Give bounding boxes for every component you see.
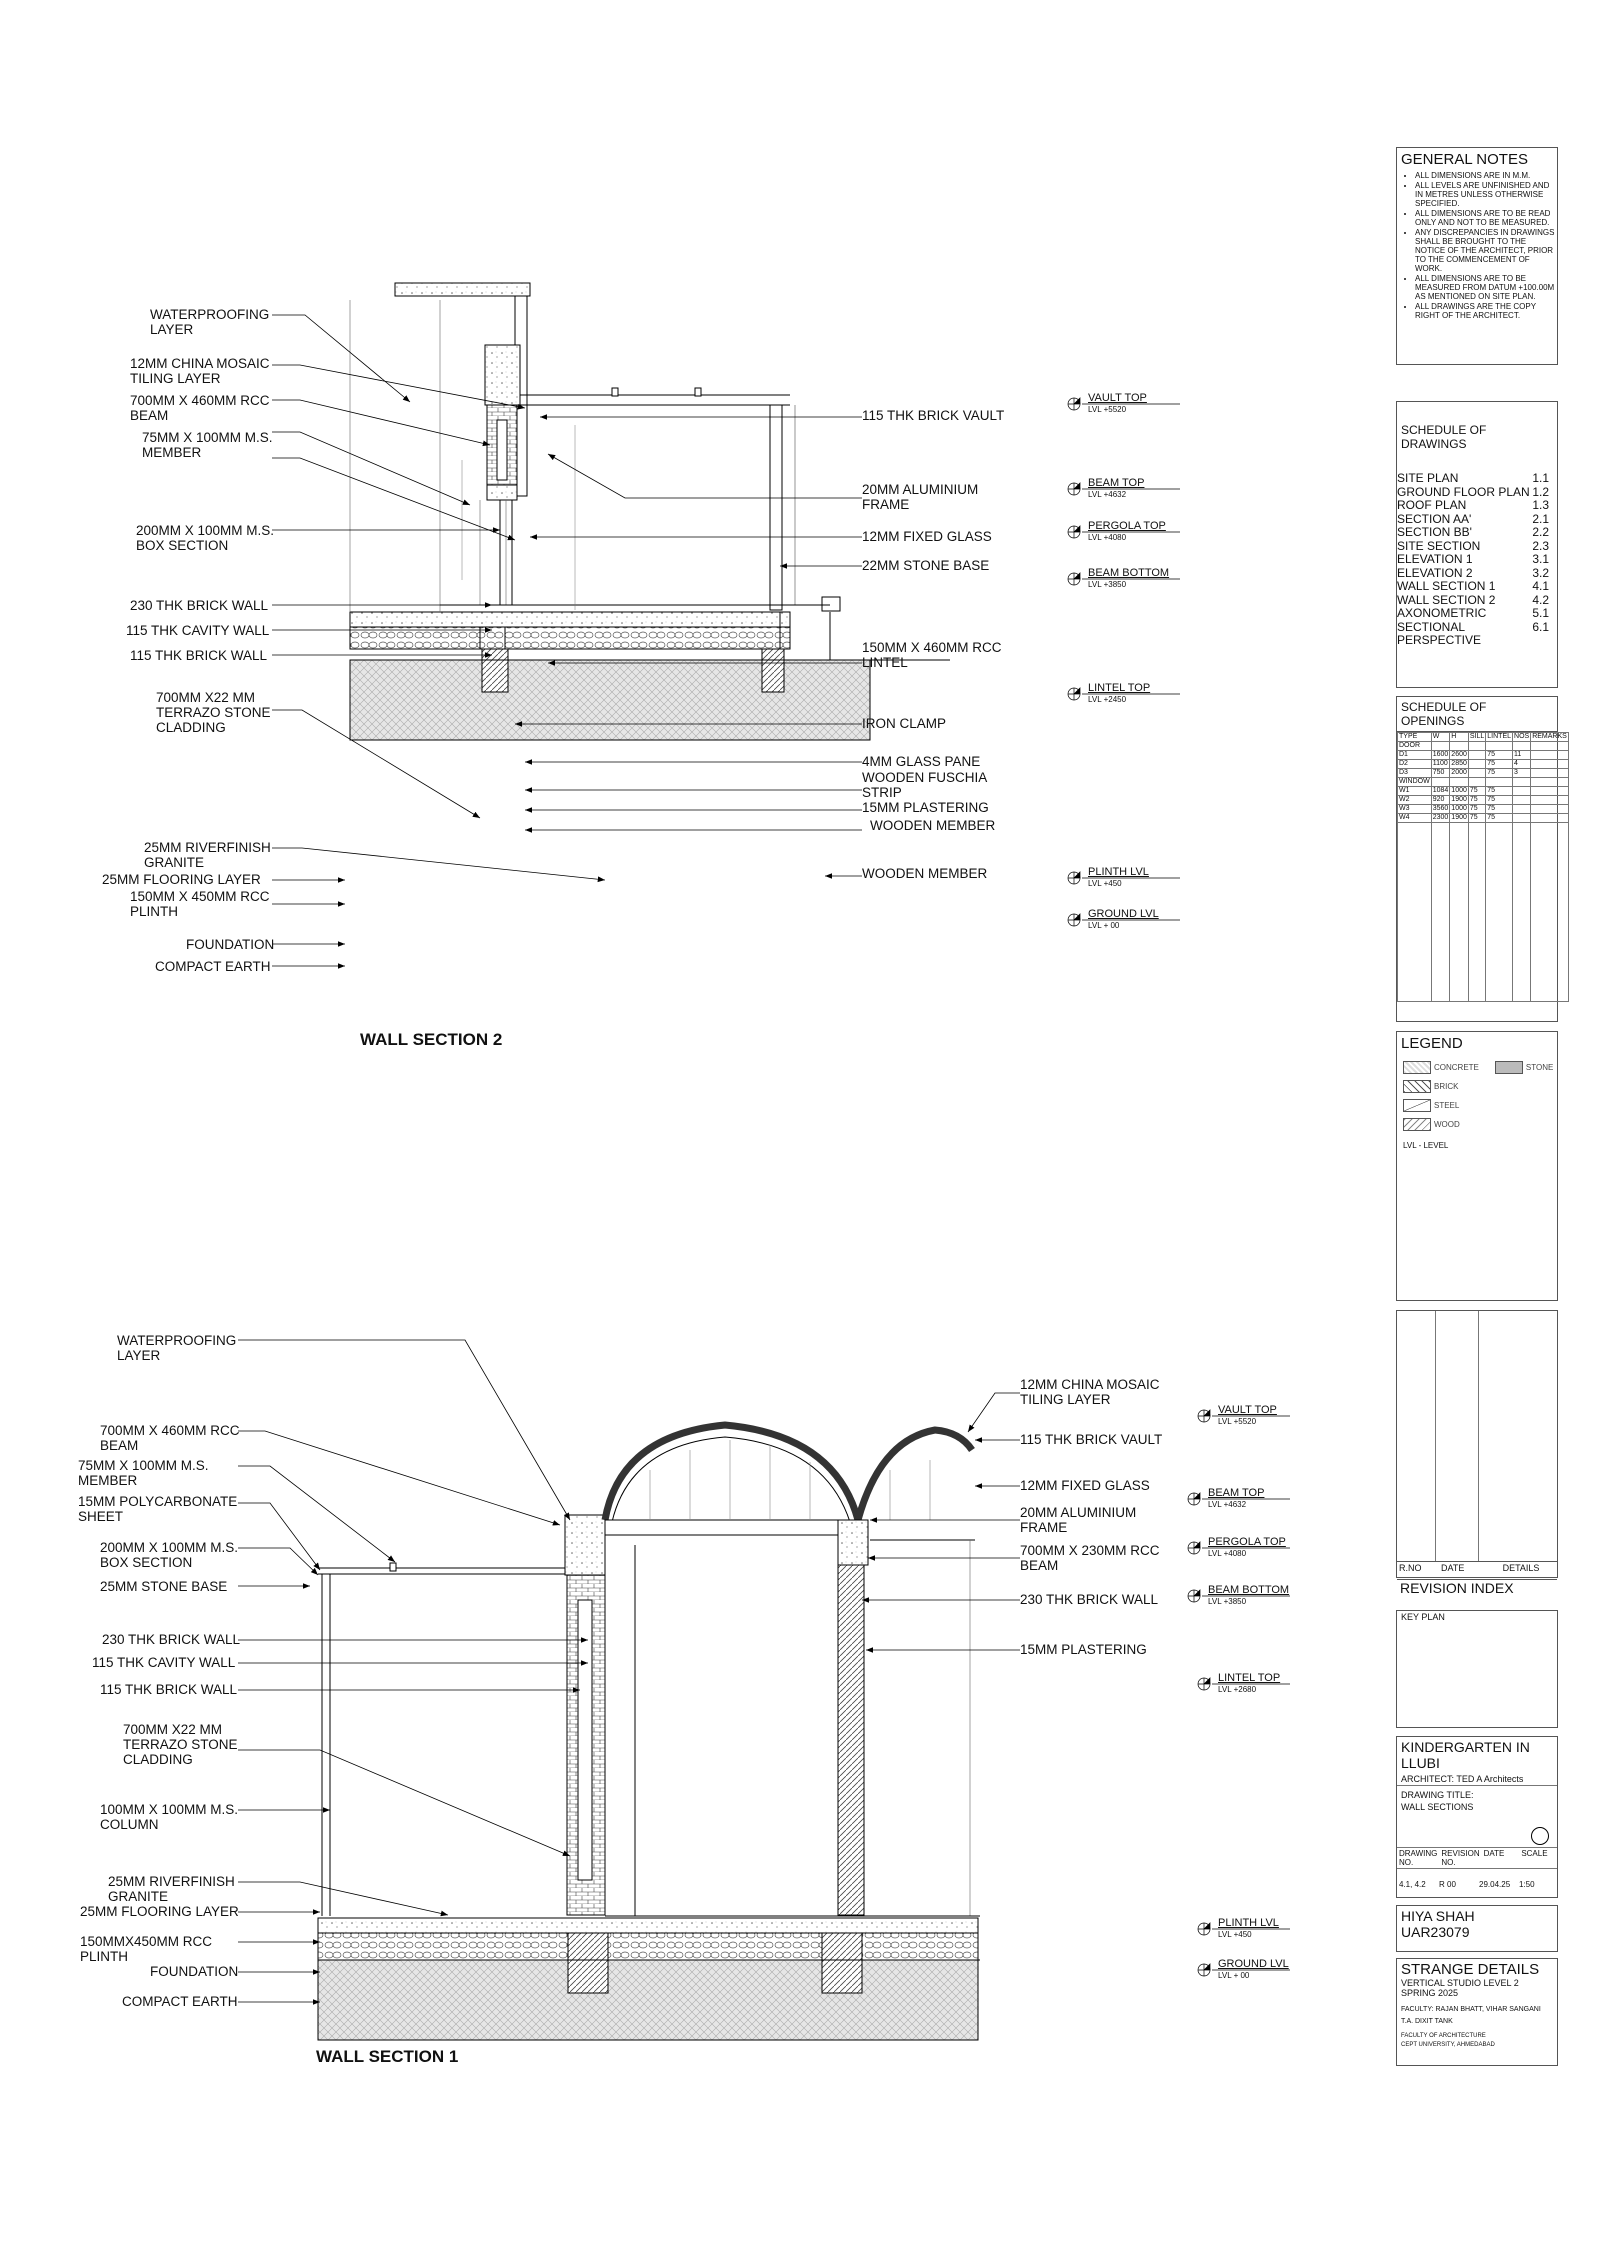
project-meta-value-4: 1:50 [1519,1879,1535,1889]
revision-header-1: R.NO [1399,1563,1422,1573]
section-1-left-label-5: 200MM X 100MM M.S. BOX SECTION [100,1540,239,1570]
revision-grid [1397,1311,1557,1561]
schedule-opening-cell: 2300 [1432,814,1449,821]
project-meta-header-1: DRAWING NO. [1399,1849,1438,1867]
schedule-drawing-name: SECTION BB' [1397,525,1472,539]
schedule-opening-cell [1531,751,1569,760]
schedule-opening-cell: 1000 [1451,805,1467,812]
schedule-drawing-row [1397,580,1557,594]
section-1-level-name: GROUND LVL [1218,1958,1289,1970]
schedule-opening-cell [1513,814,1531,823]
section-1-right-label-1: 12MM CHINA MOSAIC TILING LAYER [1020,1377,1160,1407]
schedule-opening-cell [1531,805,1569,814]
wall-section-1-graphic [318,1425,980,2040]
schedule-opening-cell: 75 [1468,805,1485,814]
project-meta-value-2: R 00 [1439,1879,1456,1889]
studio-school: FACULTY OF ARCHITECTURE [1401,2033,1486,2039]
section-1-left-label-16: COMPACT EARTH [122,1994,238,2009]
schedule-opening-cell [1513,823,1531,1002]
section-1-left-label-3: 75MM X 100MM M.S. MEMBER [78,1458,209,1488]
schedule-opening-cell: 2850 [1451,760,1467,767]
schedule-drawing-number: 5.1 [1532,606,1549,620]
schedule-drawings-title: SCHEDULE OF DRAWINGS [1401,423,1487,451]
section-1-right-label-6: 230 THK BRICK WALL [1020,1592,1159,1607]
schedule-opening-cell: W [1431,733,1450,742]
section-1-level-7 [1218,1958,1289,1982]
schedule-drawing-number: 4.1 [1532,579,1549,593]
section-1-left-label-12: 25MM RIVERFINISH GRANITE [108,1874,235,1904]
general-note-2: • ALL LEVELS ARE UNFINISHED AND IN METRES UNLESS OTHERWISE SPECIFIED. [1415,181,1557,208]
schedule-opening-cell [1531,823,1569,1002]
legend-title: LEGEND [1401,1035,1463,1052]
schedule-opening-cell [1513,778,1531,787]
section-1-level-value: LVL +3850 [1208,1597,1247,1606]
studio-title: STRANGE DETAILS [1401,1961,1540,1978]
schedule-opening-cell: 750 [1431,769,1450,778]
section-2-right-label-9: 15MM PLASTERING [862,800,989,815]
schedule-opening-cell [1431,742,1450,751]
schedule-opening-cell: W4 [1398,814,1432,823]
general-note-3: • ALL DIMENSIONS ARE TO BE READ ONLY AND NOT TO BE MEASURED. [1415,209,1557,227]
key-plan-title: KEY PLAN [1401,1612,1445,1622]
schedule-opening-cell: 2000 [1451,769,1467,776]
studio-university: CEPT UNIVERSITY, AHMEDABAD [1401,2042,1495,2048]
schedule-opening-cell: 75 [1486,760,1513,769]
schedule-opening-cell: SILL [1469,733,1485,740]
schedule-openings-title: SCHEDULE OF OPENINGS [1397,697,1557,732]
student-panel [1396,1905,1558,1952]
section-2-level-value: LVL +4080 [1088,533,1127,542]
section-2-left-label-11: 25MM FLOORING LAYER [102,872,261,887]
schedule-opening-cell: WINDOW [1399,778,1430,785]
general-note-5: • ALL DIMENSIONS ARE TO BE MEASURED FROM DATUM +100.00M AS MENTIONED ON SITE PLAN. [1415,274,1557,301]
schedule-drawing-name: GROUND FLOOR PLAN [1397,484,1530,499]
schedule-opening-cell [1450,742,1469,751]
studio-ta: T.A. DIXIT TANK [1401,2018,1453,2025]
section-1-level-value: LVL +450 [1218,1930,1252,1939]
schedule-drawing-row [1397,513,1557,527]
schedule-opening-cell: 75 [1468,787,1485,796]
schedule-opening-cell: NOS [1514,733,1530,740]
section-2-right-label-6: IRON CLAMP [862,716,947,731]
schedule-opening-cell [1531,769,1569,778]
legend-abbreviation: LVL - LEVEL [1403,1141,1449,1150]
schedule-opening-cell [1468,823,1485,1002]
legend-item-label: CONCRETE [1434,1063,1479,1072]
schedule-openings-door-row [1398,760,1569,769]
schedule-opening-cell: D2 [1398,760,1432,769]
schedule-opening-cell: LINTEL [1487,733,1512,740]
legend-items [1397,1055,1557,1131]
section-1-right-label-4: 20MM ALUMINIUM FRAME [1020,1505,1137,1535]
schedule-opening-cell [1450,823,1469,1002]
stone-swatch-icon [1495,1061,1523,1074]
schedule-opening-cell: W1 [1398,787,1432,796]
section-1-right-label-5: 700MM X 230MM RCC BEAM [1020,1543,1160,1573]
schedule-opening-cell [1398,823,1432,1002]
section-2-left-label-13: FOUNDATION [186,937,275,952]
schedule-opening-cell: D1 [1398,751,1432,760]
schedule-opening-cell: 4 [1513,760,1531,769]
section-2-left-label-7: 115 THK CAVITY WALL [126,623,270,638]
student-name: HIYA SHAH [1401,1908,1475,1924]
section-2-right-label-5: 150MM X 460MM RCC LINTEL [862,640,1002,670]
section-1-left-label-7: 230 THK BRICK WALL [102,1632,241,1647]
brick-swatch-icon [1403,1080,1431,1093]
section-2-level-2 [1088,477,1144,501]
section-2-level-name: LINTEL TOP [1088,682,1151,694]
student-id: UAR23079 [1401,1924,1470,1940]
schedule-opening-cell: 1600 [1432,751,1449,758]
section-1-level-3 [1208,1536,1286,1560]
schedule-opening-cell [1531,814,1569,823]
schedule-opening-cell: 3 [1513,769,1531,778]
section-1-level-4 [1208,1584,1289,1608]
schedule-opening-cell: 75 [1486,751,1513,760]
wall-section-1-title: WALL SECTION 1 [316,2047,459,2066]
schedule-opening-cell: 75 [1468,796,1485,805]
section-1-left-label-11: 100MM X 100MM M.S. COLUMN [100,1802,239,1832]
section-2-right-label-1: 115 THK BRICK VAULT [862,408,1005,423]
studio-panel [1396,1958,1558,2066]
schedule-opening-cell [1468,778,1485,787]
section-2-level-6 [1088,866,1149,890]
legend-item-wood [1403,1118,1557,1131]
section-2-left-label-5: 200MM X 100MM M.S. BOX SECTION [136,523,275,553]
schedule-opening-cell: 75 [1468,814,1485,823]
schedule-opening-cell: D3 [1398,769,1432,778]
schedule-drawing-row [1397,594,1557,608]
section-1-level-value: LVL +4080 [1208,1549,1247,1558]
schedule-opening-cell: 1000 [1451,787,1467,794]
section-1-right-label-3: 12MM FIXED GLASS [1020,1478,1150,1493]
legend-item-concrete [1403,1061,1479,1074]
section-2-level-1 [1088,392,1147,416]
section-2-left-label-4: 75MM X 100MM M.S. MEMBER [142,430,273,460]
schedule-drawing-name: SITE SECTION [1397,538,1481,553]
section-1-level-name: LINTEL TOP [1218,1672,1281,1684]
schedule-opening-cell: W3 [1398,805,1432,814]
section-1-right-label-7: 15MM PLASTERING [1020,1642,1147,1657]
schedule-drawing-number: 2.2 [1532,525,1549,539]
level-markers [1068,398,1290,1976]
section-1-level-value: LVL +5520 [1218,1417,1257,1426]
section-2-level-name: BEAM TOP [1088,477,1145,489]
schedule-opening-cell: 75 [1486,796,1513,805]
schedule-openings-window-row [1398,796,1569,805]
section-1-level-name: BEAM TOP [1208,1487,1265,1499]
schedule-openings-door-label-row [1398,742,1569,751]
section-1-level-name: VAULT TOP [1218,1404,1277,1416]
general-note-1: • ALL DIMENSIONS ARE IN M.M. [1415,171,1557,180]
drawing-title: WALL SECTIONS [1401,1802,1474,1812]
section-2-right-label-7: 4MM GLASS PANE [862,754,981,769]
section-2-left-label-12: 150MM X 450MM RCC PLINTH [130,889,270,919]
schedule-opening-cell: REMARKS [1532,733,1567,740]
project-name: KINDERGARTEN IN LLUBI [1401,1739,1530,1771]
schedule-opening-cell: 2600 [1451,751,1467,758]
schedule-drawing-number: 3.2 [1532,565,1549,580]
section-1-left-label-9: 115 THK BRICK WALL [100,1682,238,1697]
section-2-left-label-1: WATERPROOFING LAYER [150,307,270,337]
legend-item-label: STEEL [1434,1101,1460,1110]
schedule-drawings-list [1397,472,1557,648]
general-notes-title: GENERAL NOTES [1401,151,1528,168]
wall-section-1-leaders [238,1340,1020,2002]
general-note-6: • ALL DRAWINGS ARE THE COPY RIGHT OF THE ARCHITECT. [1415,302,1557,320]
schedule-openings-window-row [1398,787,1569,796]
section-1-level-value: LVL +2680 [1218,1685,1257,1694]
schedule-opening-cell: 1900 [1451,796,1467,803]
legend-item-stone [1495,1061,1553,1074]
section-2-left-label-2: 12MM CHINA MOSAIC TILING LAYER [130,356,270,386]
section-2-right-label-4: 22MM STONE BASE [862,558,990,573]
schedule-opening-cell [1486,742,1513,751]
key-plan-panel [1396,1610,1558,1728]
section-2-left-label-8: 115 THK BRICK WALL [130,648,268,663]
revision-panel [1396,1310,1558,1596]
section-2-level-value: LVL +2450 [1088,695,1127,704]
schedule-drawing-row [1397,567,1557,581]
schedule-drawing-name: ROOF PLAN [1397,498,1467,512]
schedule-opening-cell [1431,823,1450,1002]
section-2-left-label-9: 700MM X22 MM TERRAZO STONE CLADDING [156,690,271,735]
schedule-drawing-row [1397,607,1557,621]
section-1-level-value: LVL + 00 [1218,1971,1250,1980]
schedule-drawing-name: SITE PLAN [1397,471,1459,485]
section-2-right-label-3: 12MM FIXED GLASS [862,529,992,544]
schedule-drawing-row [1397,499,1557,513]
wood-swatch-icon [1403,1118,1431,1131]
project-meta-headers [1397,1848,1557,1869]
section-2-left-label-14: COMPACT EARTH [155,959,271,974]
schedule-drawing-row [1397,472,1557,486]
schedule-drawing-name: ELEVATION 1 [1397,552,1473,566]
schedule-opening-cell: 1900 [1451,814,1467,821]
section-1-left-label-1: WATERPROOFING LAYER [117,1333,237,1363]
schedule-opening-cell [1513,805,1531,814]
schedule-drawing-name: SECTIONAL PERSPECTIVE [1397,619,1482,647]
section-2-right-label-8: WOODEN FUSCHIA STRIP [862,770,988,800]
project-meta-value-3: 29.04.25 [1479,1879,1511,1889]
section-2-left-label-6: 230 THK BRICK WALL [130,598,269,613]
section-1-level-value: LVL +4632 [1208,1500,1247,1509]
schedule-opening-cell [1468,742,1485,751]
schedule-opening-cell [1468,769,1485,778]
section-1-left-label-13: 25MM FLOORING LAYER [80,1904,239,1919]
schedule-opening-cell [1450,778,1469,787]
schedule-drawing-name: WALL SECTION 2 [1397,592,1496,607]
section-1-left-label-14: 150MMX450MM RCC PLINTH [80,1934,213,1964]
schedule-drawing-name: WALL SECTION 1 [1397,579,1496,593]
legend-item-steel [1403,1099,1557,1112]
section-2-level-name: PLINTH LVL [1088,866,1149,878]
schedule-drawing-name: SECTION AA' [1397,511,1472,526]
schedule-opening-cell: 11 [1513,751,1531,760]
schedule-opening-cell [1531,760,1569,769]
scale-bar-area [1397,1813,1557,1848]
schedule-drawing-number: 2.1 [1532,511,1549,526]
schedule-drawing-row [1397,553,1557,567]
schedule-opening-cell: 75 [1486,814,1513,823]
project-meta-value-1: 4.1, 4.2 [1399,1879,1426,1889]
section-1-left-label-4: 15MM POLYCARBONATE SHEET [78,1494,238,1524]
schedule-opening-cell: H [1450,733,1469,742]
legend-item-label: WOOD [1434,1120,1460,1129]
schedule-opening-cell [1486,823,1513,1002]
section-2-level-value: LVL +4632 [1088,490,1127,499]
section-1-left-label-15: FOUNDATION [150,1964,239,1979]
section-1-level-name: BEAM BOTTOM [1208,1584,1290,1596]
section-1-left-label-6: 25MM STONE BASE [100,1579,228,1594]
section-1-level-name: PERGOLA TOP [1208,1536,1286,1548]
project-meta-header-4: SCALE [1521,1849,1548,1858]
section-2-level-value: LVL +5520 [1088,405,1127,414]
concrete-swatch-icon [1403,1061,1431,1074]
legend-item-label: STONE [1525,1063,1554,1072]
section-1-left-label-2: 700MM X 460MM RCC BEAM [100,1423,240,1453]
schedule-opening-cell: DOOR [1398,742,1432,751]
revision-header-3: DETAILS [1502,1563,1540,1573]
schedule-drawing-name: AXONOMETRIC [1397,606,1487,620]
legend-item-label: BRICK [1434,1082,1459,1091]
legend-item-brick [1403,1080,1557,1093]
studio-term: SPRING 2025 [1401,1988,1459,1998]
revision-headers [1397,1561,1557,1574]
schedule-opening-cell [1531,796,1569,805]
schedule-opening-cell: 75 [1486,769,1513,778]
project-meta-header-3: DATE [1483,1849,1505,1858]
section-2-right-label-11: WOODEN MEMBER [862,866,988,881]
section-1-level-5 [1218,1672,1280,1696]
schedule-opening-cell: 920 [1431,796,1450,805]
schedule-drawing-row [1397,486,1557,500]
schedule-openings-blank-row [1398,823,1569,1002]
schedule-drawing-number: 3.1 [1532,552,1549,566]
schedule-drawing-row [1397,540,1557,554]
section-1-left-label-8: 115 THK CAVITY WALL [92,1655,236,1670]
steel-swatch-icon [1403,1099,1431,1112]
project-architect: ARCHITECT: TED A Architects [1397,1773,1557,1786]
schedule-drawing-number: 1.1 [1532,471,1549,485]
general-note-4: • ANY DISCREPANCIES IN DRAWINGS SHALL BE BROUGHT TO THE NOTICE OF THE ARCHITECT, PRIOR TO THE COMMENCEMENT OF WORK. [1415,228,1557,273]
section-2-left-label-3: 700MM X 460MM RCC BEAM [130,393,270,423]
schedule-openings-door-row [1398,751,1569,760]
section-2-level-name: GROUND LVL [1088,908,1159,920]
schedule-drawing-number: 1.3 [1532,498,1549,512]
section-2-level-5 [1088,682,1150,706]
section-1-left-label-10: 700MM X22 MM TERRAZO STONE CLADDING [123,1722,238,1767]
wall-section-2-title: WALL SECTION 2 [360,1030,503,1049]
project-panel [1396,1736,1558,1898]
schedule-drawing-row [1397,526,1557,540]
schedule-opening-cell: 1100 [1431,760,1450,769]
section-2-right-label-10: WOODEN MEMBER [870,818,996,833]
schedule-drawings-panel [1396,401,1558,688]
schedule-opening-cell [1531,787,1569,796]
schedule-opening-cell: 3560 [1432,805,1449,812]
revision-header-2: DATE [1441,1563,1465,1573]
schedule-opening-cell: 75 [1486,805,1513,814]
schedule-opening-cell [1468,751,1485,760]
schedule-openings-door-row [1398,769,1569,778]
schedule-opening-cell [1513,742,1531,751]
schedule-openings-window-row [1398,814,1569,823]
section-2-level-name: BEAM BOTTOM [1088,567,1170,579]
schedule-openings-table [1397,732,1569,1002]
schedule-drawing-row [1397,621,1557,648]
schedule-drawing-number: 2.3 [1532,538,1549,553]
section-2-level-name: PERGOLA TOP [1088,520,1166,532]
schedule-opening-cell: TYPE [1398,733,1432,742]
schedule-opening-cell [1531,778,1569,787]
studio-faculty: FACULTY: RAJAN BHATT, VIHAR SANGANI [1401,2006,1541,2013]
section-2-right-label-2: 20MM ALUMINIUM FRAME [862,482,979,512]
schedule-openings-window-label-row [1398,778,1569,787]
schedule-opening-cell [1431,778,1450,787]
schedule-drawing-number: 6.1 [1532,619,1549,634]
schedule-opening-cell [1513,787,1531,796]
schedule-drawing-name: ELEVATION 2 [1397,565,1473,580]
schedule-opening-cell [1531,742,1569,751]
schedule-openings-header-row [1398,733,1569,742]
schedule-opening-cell [1468,760,1485,769]
section-2-left-label-10: 25MM RIVERFINISH GRANITE [144,840,271,870]
compass-icon [1531,1827,1549,1845]
section-1-right-label-2: 115 THK BRICK VAULT [1020,1432,1163,1447]
section-2-level-value: LVL +450 [1088,879,1122,888]
revision-index-title: REVISION INDEX [1397,1579,1557,1596]
schedule-opening-cell [1513,796,1531,805]
schedule-openings-window-row [1398,805,1569,814]
section-2-level-name: VAULT TOP [1088,392,1147,404]
schedule-drawing-number: 4.2 [1532,592,1549,607]
section-2-level-value: LVL + 00 [1088,921,1120,930]
schedule-opening-cell: W2 [1398,796,1432,805]
schedule-opening-cell [1486,778,1513,787]
project-meta-values [1397,1869,1557,1899]
schedule-drawing-number: 1.2 [1532,484,1549,499]
section-1-level-1 [1218,1404,1277,1428]
section-1-level-6 [1218,1917,1279,1941]
project-meta-header-2: REVISION NO. [1441,1849,1480,1867]
section-2-level-value: LVL +3850 [1088,580,1127,589]
schedule-openings-panel [1396,696,1567,1022]
schedule-opening-cell: 1084 [1432,787,1449,794]
studio-level: VERTICAL STUDIO LEVEL 2 [1401,1978,1519,1988]
section-2-level-7 [1088,908,1159,932]
section-1-level-name: PLINTH LVL [1218,1917,1279,1929]
section-2-level-3 [1088,520,1166,544]
general-notes-list [1397,171,1557,320]
section-1-level-2 [1208,1487,1264,1511]
schedule-opening-cell: 75 [1486,787,1513,796]
drawing-title-label: DRAWING TITLE: [1401,1790,1474,1800]
legend-panel [1396,1031,1558,1301]
section-2-level-4 [1088,567,1169,591]
general-notes-panel [1396,147,1558,365]
